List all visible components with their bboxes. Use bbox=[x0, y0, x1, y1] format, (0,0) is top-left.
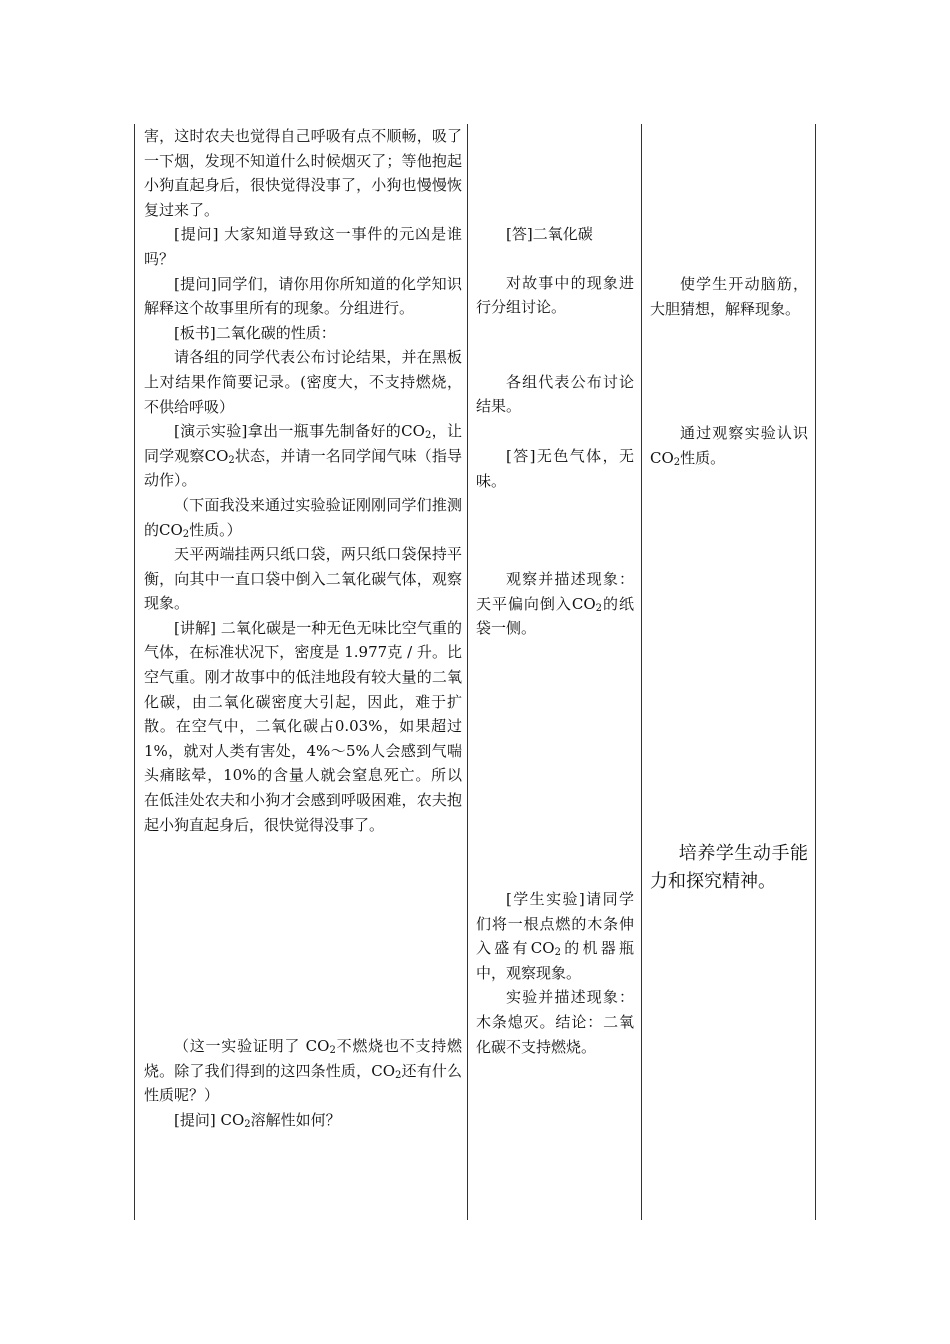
student-activity-column bbox=[476, 124, 634, 1059]
story-paragraph: 害，这时农夫也觉得自己呼吸有点不顺畅，吸了一下烟，发现不知道什么时候烟灭了；等他抱起小狗直起身后，很快觉得没事了，小狗也慢慢恢复过来了。 bbox=[144, 127, 462, 219]
design-intent-column bbox=[650, 124, 808, 896]
explanation-paragraph: [讲解] 二氧化碳是一种无色无味比空气重的气体，在标准状况下，密度是 1.977克 / 升。比空气重。刚才故事中的低洼地段有较大量的二氧化碳，由二氧化碳密度大引起，因此，难于扩散。在空气中，二氧化碳占0.03%，如果超过 1%，就对人类有害处，4%～5%人会感到气喘头痛眩晕，10%的含量人就会窒息死亡。所以在低洼处农夫和小狗才会感到呼吸困难，农夫抱起小狗直起身后，很快觉得没事了。 bbox=[144, 618, 462, 834]
experiment-conclusion-note: （这一实验证明了 $CO_2$不燃烧也不支持燃烧。除了我们得到的这四条性质，$CO_2$还有什么性质呢？） bbox=[144, 1037, 462, 1105]
answer-co2: [答]二氧化碳 bbox=[506, 225, 593, 243]
intent-observation: 通过观察实验认识$CO_2$性质。 bbox=[650, 424, 808, 468]
question-culprit: [提问] 大家知道导致这一事件的元凶是谁吗？ bbox=[144, 225, 462, 268]
intent-thinking: 使学生开动脑筋，大胆猜想，解释现象。 bbox=[650, 275, 808, 318]
demo-experiment: [演示实验]拿出一瓶事先制备好的$CO_2$，让同学观察$CO_2$状态，并请一名同学闻气味（指导动作）。 bbox=[144, 422, 462, 490]
table-border-col-divider-1 bbox=[467, 124, 468, 1220]
balance-experiment: 天平两端挂两只纸口袋，两只纸口袋保持平衡，向其中一直口袋中倒入二氧化碳气体，观察现象。 bbox=[144, 545, 462, 613]
intent-hands-on: 培养学生动手能力和探究精神。 bbox=[650, 843, 808, 893]
observe-balance: 观察并描述现象：天平偏向倒入$CO_2$的纸袋一侧。 bbox=[476, 570, 634, 638]
table-border-left bbox=[134, 124, 135, 1220]
question-solubility: [提问] $CO_2$溶解性如何？ bbox=[174, 1111, 341, 1130]
board-heading: [板书]二氧化碳的性质： bbox=[174, 323, 336, 342]
question-explain: [提问]同学们，请你用你所知道的化学知识解释这个故事里所有的现象。分组进行。 bbox=[144, 274, 462, 318]
next-verification-note: （下面我没来通过实验验证刚刚同学们推测的$CO_2$性质。） bbox=[144, 495, 462, 540]
experiment-result: 实验并描述现象：木条熄灭。结论：二氧化碳不支持燃烧。 bbox=[476, 988, 634, 1056]
answer-colorless: [答]无色气体，无味。 bbox=[476, 446, 634, 490]
teacher-activity-column bbox=[144, 124, 462, 1133]
group-report: 各组代表公布讨论结果。 bbox=[476, 372, 634, 416]
group-discussion: 对故事中的现象进行分组讨论。 bbox=[476, 273, 634, 317]
student-experiment: [学生实验]请同学们将一根点燃的木条伸入盛有$CO_2$的机器瓶中，观察现象。 bbox=[476, 889, 634, 982]
table-border-right bbox=[815, 124, 816, 1220]
table-border-col-divider-2 bbox=[641, 124, 642, 1220]
report-instruction: 请各组的同学代表公布讨论结果，并在黑板上对结果作简要记录。(密度大，不支持燃烧，不供给呼吸） bbox=[144, 348, 462, 416]
